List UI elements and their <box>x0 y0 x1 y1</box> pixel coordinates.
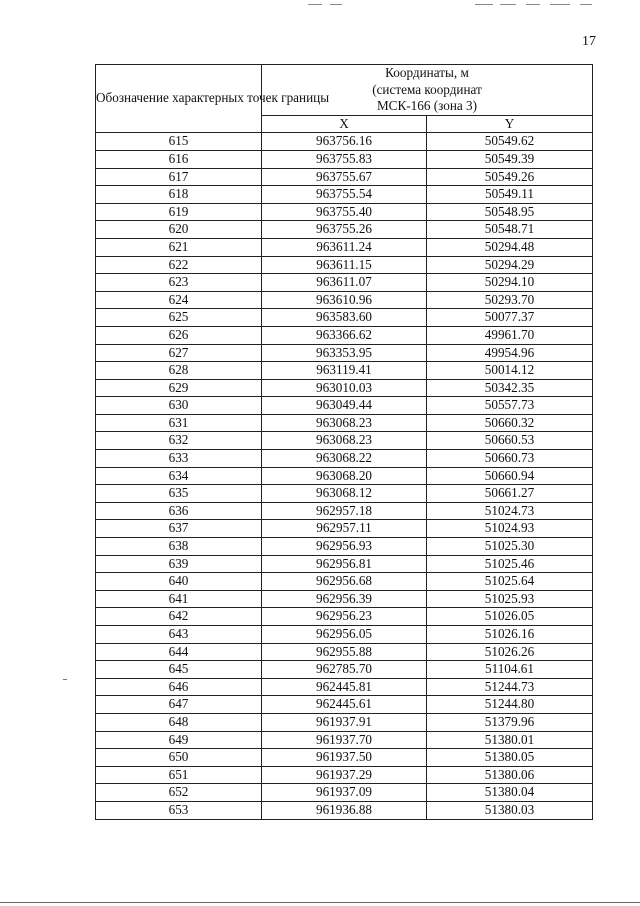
x-coordinate-cell: 962955.88 <box>262 643 427 661</box>
table-row <box>96 150 593 168</box>
table-row <box>96 696 593 714</box>
x-coordinate-cell: 963068.12 <box>262 485 427 503</box>
point-id-cell: 624 <box>96 291 262 309</box>
y-coordinate-cell: 50077.37 <box>427 309 593 327</box>
point-id-cell: 627 <box>96 344 262 362</box>
point-id-cell: 633 <box>96 450 262 468</box>
point-id-cell: 619 <box>96 203 262 221</box>
table-row <box>96 626 593 644</box>
table-row <box>96 573 593 591</box>
x-coordinate-cell: 962785.70 <box>262 661 427 679</box>
x-coordinate-cell: 963068.20 <box>262 467 427 485</box>
point-id-cell: 616 <box>96 150 262 168</box>
x-coordinate-cell: 963610.96 <box>262 291 427 309</box>
x-coordinate-cell: 963755.26 <box>262 221 427 239</box>
point-id-cell: 632 <box>96 432 262 450</box>
point-id-cell: 645 <box>96 661 262 679</box>
x-coordinate-cell: 962956.93 <box>262 538 427 556</box>
point-id-cell: 642 <box>96 608 262 626</box>
x-coordinate-cell: 963755.83 <box>262 150 427 168</box>
table-row <box>96 502 593 520</box>
y-coordinate-cell: 49961.70 <box>427 326 593 344</box>
y-coordinate-cell: 51380.03 <box>427 801 593 819</box>
x-column-header: X <box>262 115 427 133</box>
y-coordinate-cell: 51244.80 <box>427 696 593 714</box>
y-coordinate-cell: 50660.53 <box>427 432 593 450</box>
x-coordinate-cell: 962957.11 <box>262 520 427 538</box>
point-id-cell: 623 <box>96 274 262 292</box>
point-id-cell: 629 <box>96 379 262 397</box>
y-coordinate-cell: 50014.12 <box>427 362 593 380</box>
table-row <box>96 291 593 309</box>
table-row <box>96 766 593 784</box>
table-row <box>96 608 593 626</box>
table-row <box>96 221 593 239</box>
y-coordinate-cell: 51025.64 <box>427 573 593 591</box>
table-row <box>96 432 593 450</box>
table-row <box>96 678 593 696</box>
x-coordinate-cell: 961937.70 <box>262 731 427 749</box>
point-id-cell: 650 <box>96 749 262 767</box>
point-id-cell: 617 <box>96 168 262 186</box>
coordinates-header-line-2: (система координат <box>372 81 482 97</box>
point-id-cell: 637 <box>96 520 262 538</box>
x-coordinate-cell: 962956.23 <box>262 608 427 626</box>
table-row <box>96 713 593 731</box>
point-id-cell: 618 <box>96 186 262 204</box>
x-coordinate-cell: 963353.95 <box>262 344 427 362</box>
y-coordinate-cell: 49954.96 <box>427 344 593 362</box>
y-coordinate-cell: 51380.05 <box>427 749 593 767</box>
table-header <box>96 65 593 133</box>
point-id-cell: 643 <box>96 626 262 644</box>
point-id-cell: 634 <box>96 467 262 485</box>
table-row <box>96 450 593 468</box>
point-id-cell: 651 <box>96 766 262 784</box>
y-coordinate-cell: 50557.73 <box>427 397 593 415</box>
point-id-cell: 635 <box>96 485 262 503</box>
x-coordinate-cell: 962956.39 <box>262 590 427 608</box>
x-coordinate-cell: 963755.54 <box>262 186 427 204</box>
x-coordinate-cell: 963611.15 <box>262 256 427 274</box>
y-coordinate-cell: 50660.32 <box>427 414 593 432</box>
point-id-cell: 620 <box>96 221 262 239</box>
x-coordinate-cell: 963611.07 <box>262 274 427 292</box>
y-coordinate-cell: 51026.05 <box>427 608 593 626</box>
y-coordinate-cell: 51244.73 <box>427 678 593 696</box>
table-row <box>96 749 593 767</box>
point-id-cell: 621 <box>96 238 262 256</box>
table-row <box>96 414 593 432</box>
x-coordinate-cell: 961937.50 <box>262 749 427 767</box>
x-coordinate-cell: 961936.88 <box>262 801 427 819</box>
point-id-cell: 630 <box>96 397 262 415</box>
x-coordinate-cell: 963049.44 <box>262 397 427 415</box>
point-id-cell: 639 <box>96 555 262 573</box>
table-row <box>96 397 593 415</box>
point-id-cell: 653 <box>96 801 262 819</box>
x-coordinate-cell: 962956.05 <box>262 626 427 644</box>
y-coordinate-cell: 51026.16 <box>427 626 593 644</box>
x-coordinate-cell: 963068.23 <box>262 432 427 450</box>
scan-artifact <box>63 679 67 680</box>
x-coordinate-cell: 961937.91 <box>262 713 427 731</box>
table-row <box>96 256 593 274</box>
table-row <box>96 784 593 802</box>
x-coordinate-cell: 962956.81 <box>262 555 427 573</box>
table-row <box>96 485 593 503</box>
table-row <box>96 186 593 204</box>
y-coordinate-cell: 51025.30 <box>427 538 593 556</box>
y-coordinate-cell: 51025.93 <box>427 590 593 608</box>
point-id-cell: 631 <box>96 414 262 432</box>
point-id-cell: 626 <box>96 326 262 344</box>
table-row <box>96 538 593 556</box>
point-id-cell: 625 <box>96 309 262 327</box>
y-coordinate-cell: 51024.73 <box>427 502 593 520</box>
point-id-cell: 648 <box>96 713 262 731</box>
table-row <box>96 520 593 538</box>
y-coordinate-cell: 50660.73 <box>427 450 593 468</box>
y-coordinate-cell: 51026.26 <box>427 643 593 661</box>
coordinates-header-line-3: МСК-166 (зона 3) <box>376 98 478 114</box>
table-row <box>96 238 593 256</box>
point-id-cell: 628 <box>96 362 262 380</box>
table-row <box>96 661 593 679</box>
x-coordinate-cell: 963068.22 <box>262 450 427 468</box>
table-row <box>96 203 593 221</box>
table-row <box>96 309 593 327</box>
x-coordinate-cell: 961937.09 <box>262 784 427 802</box>
y-coordinate-cell: 50548.95 <box>427 203 593 221</box>
point-id-cell: 640 <box>96 573 262 591</box>
y-coordinate-cell: 50294.10 <box>427 274 593 292</box>
y-coordinate-cell: 50548.71 <box>427 221 593 239</box>
x-coordinate-cell: 963583.60 <box>262 309 427 327</box>
point-id-cell: 647 <box>96 696 262 714</box>
point-id-cell: 641 <box>96 590 262 608</box>
x-coordinate-cell: 963611.24 <box>262 238 427 256</box>
x-coordinate-cell: 963119.41 <box>262 362 427 380</box>
table-row <box>96 379 593 397</box>
table-row <box>96 326 593 344</box>
y-coordinate-cell: 50549.62 <box>427 133 593 151</box>
y-coordinate-cell: 51104.61 <box>427 661 593 679</box>
table-row <box>96 344 593 362</box>
x-coordinate-cell: 963755.40 <box>262 203 427 221</box>
y-coordinate-cell: 51380.06 <box>427 766 593 784</box>
y-coordinate-cell: 50294.48 <box>427 238 593 256</box>
y-coordinate-cell: 50549.39 <box>427 150 593 168</box>
y-coordinate-cell: 50549.26 <box>427 168 593 186</box>
table-row <box>96 168 593 186</box>
x-coordinate-cell: 961937.29 <box>262 766 427 784</box>
point-id-cell: 652 <box>96 784 262 802</box>
y-coordinate-cell: 51380.04 <box>427 784 593 802</box>
y-coordinate-cell: 50294.29 <box>427 256 593 274</box>
y-coordinate-cell: 51025.46 <box>427 555 593 573</box>
x-coordinate-cell: 963756.16 <box>262 133 427 151</box>
x-coordinate-cell: 963068.23 <box>262 414 427 432</box>
y-coordinate-cell: 51379.96 <box>427 713 593 731</box>
table-row <box>96 731 593 749</box>
coordinates-header-line-1: Координаты, м <box>385 65 469 80</box>
y-coordinate-cell: 50342.35 <box>427 379 593 397</box>
table-row <box>96 801 593 819</box>
y-coordinate-cell: 50660.94 <box>427 467 593 485</box>
y-column-header: Y <box>427 115 593 133</box>
point-id-cell: 649 <box>96 731 262 749</box>
y-coordinate-cell: 50549.11 <box>427 186 593 204</box>
scan-top-marks <box>300 4 600 6</box>
table-row <box>96 133 593 151</box>
x-coordinate-cell: 963366.62 <box>262 326 427 344</box>
x-coordinate-cell: 963010.03 <box>262 379 427 397</box>
x-coordinate-cell: 963755.67 <box>262 168 427 186</box>
y-coordinate-cell: 50293.70 <box>427 291 593 309</box>
point-id-cell: 646 <box>96 678 262 696</box>
table-row <box>96 555 593 573</box>
page-bottom-edge <box>0 902 640 903</box>
table-row <box>96 643 593 661</box>
table-body <box>96 133 593 819</box>
table-row <box>96 274 593 292</box>
table-row <box>96 362 593 380</box>
point-id-cell: 615 <box>96 133 262 151</box>
y-coordinate-cell: 51380.01 <box>427 731 593 749</box>
y-coordinate-cell: 51024.93 <box>427 520 593 538</box>
x-coordinate-cell: 962956.68 <box>262 573 427 591</box>
y-coordinate-cell: 50661.27 <box>427 485 593 503</box>
point-id-cell: 644 <box>96 643 262 661</box>
point-id-cell: 636 <box>96 502 262 520</box>
point-designation-header: Обозначение характерных точек границы <box>96 65 262 133</box>
point-id-cell: 622 <box>96 256 262 274</box>
table-row <box>96 467 593 485</box>
coordinates-table <box>95 64 593 820</box>
x-coordinate-cell: 962445.61 <box>262 696 427 714</box>
point-id-cell: 638 <box>96 538 262 556</box>
x-coordinate-cell: 962445.81 <box>262 678 427 696</box>
x-coordinate-cell: 962957.18 <box>262 502 427 520</box>
table-row <box>96 590 593 608</box>
page-number: 17 <box>582 34 596 49</box>
